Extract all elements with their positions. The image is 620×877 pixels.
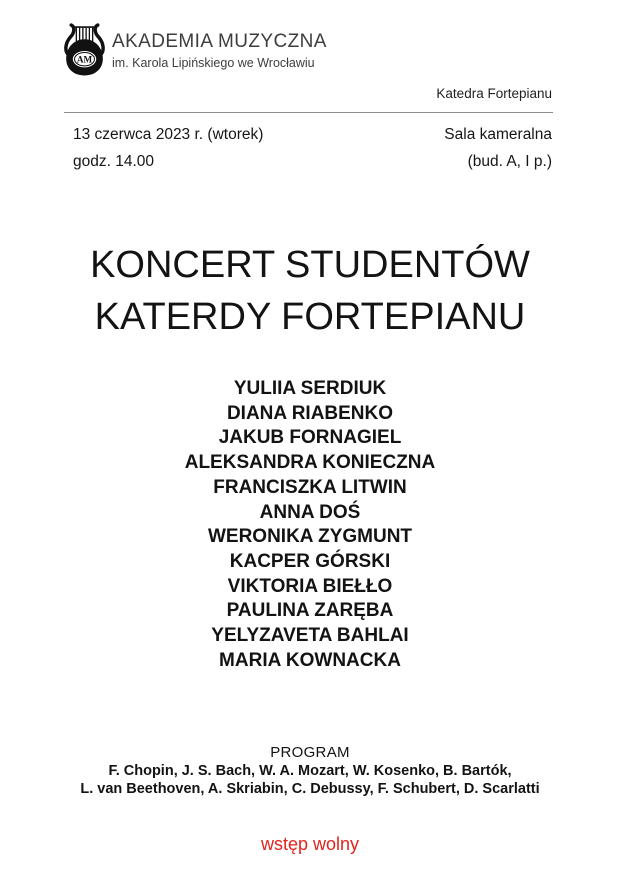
program-composers-line1: F. Chopin, J. S. Bach, W. A. Mozart, W. Kosenko, B. Bartók, xyxy=(108,763,512,779)
academy-subtitle: im. Karola Lipińskiego we Wrocławiu xyxy=(112,56,315,70)
program-composers-line2: L. van Beethoven, A. Skriabin, C. Debussy, F. Schubert, D. Scarlatti xyxy=(80,781,540,797)
logo-monogram: AM xyxy=(76,54,93,65)
page-title-line1: KONCERT STUDENTÓW xyxy=(90,244,530,286)
performer-name: MARIA KOWNACKA xyxy=(219,649,401,671)
event-venue-detail: (bud. A, I p.) xyxy=(467,153,552,170)
performer-name: WERONIKA ZYGMUNT xyxy=(207,526,413,548)
page-title-line2: KATERDY FORTEPIANU xyxy=(94,296,526,338)
header-divider xyxy=(64,112,553,113)
performer-name: PAULINA ZARĘBA xyxy=(226,600,394,622)
academy-name: AKADEMIA MUZYCZNA xyxy=(112,31,327,52)
performer-name: ANNA DOŚ xyxy=(259,501,361,523)
department-label: Katedra Fortepianu xyxy=(436,86,552,101)
performer-name: ALEKSANDRA KONIECZNA xyxy=(184,452,436,474)
performer-name: JAKUB FORNAGIEL xyxy=(218,427,402,449)
lyre-icon xyxy=(61,23,108,76)
program-heading: PROGRAM xyxy=(270,744,350,761)
event-date: 13 czerwca 2023 r. (wtorek) xyxy=(73,126,264,143)
performers-list xyxy=(0,377,620,673)
performer-name: YELYZAVETA BAHLAI xyxy=(211,625,409,647)
performer-name: DIANA RIABENKO xyxy=(226,402,394,424)
academy-logo xyxy=(61,23,108,76)
performer-name: VIKTORIA BIEŁŁO xyxy=(227,575,393,597)
performer-name: KACPER GÓRSKI xyxy=(229,550,391,572)
brand-text-block xyxy=(112,31,327,70)
event-datetime-block xyxy=(73,121,263,175)
performer-name: FRANCISZKA LITWIN xyxy=(213,476,407,498)
event-time: godz. 14.00 xyxy=(73,153,155,170)
event-venue-block xyxy=(444,121,552,175)
event-venue: Sala kameralna xyxy=(444,126,552,143)
performer-name: YULIIA SERDIUK xyxy=(233,378,387,399)
page-title xyxy=(0,239,620,343)
admission-text: wstęp wolny xyxy=(260,834,360,854)
program-section xyxy=(0,744,620,798)
